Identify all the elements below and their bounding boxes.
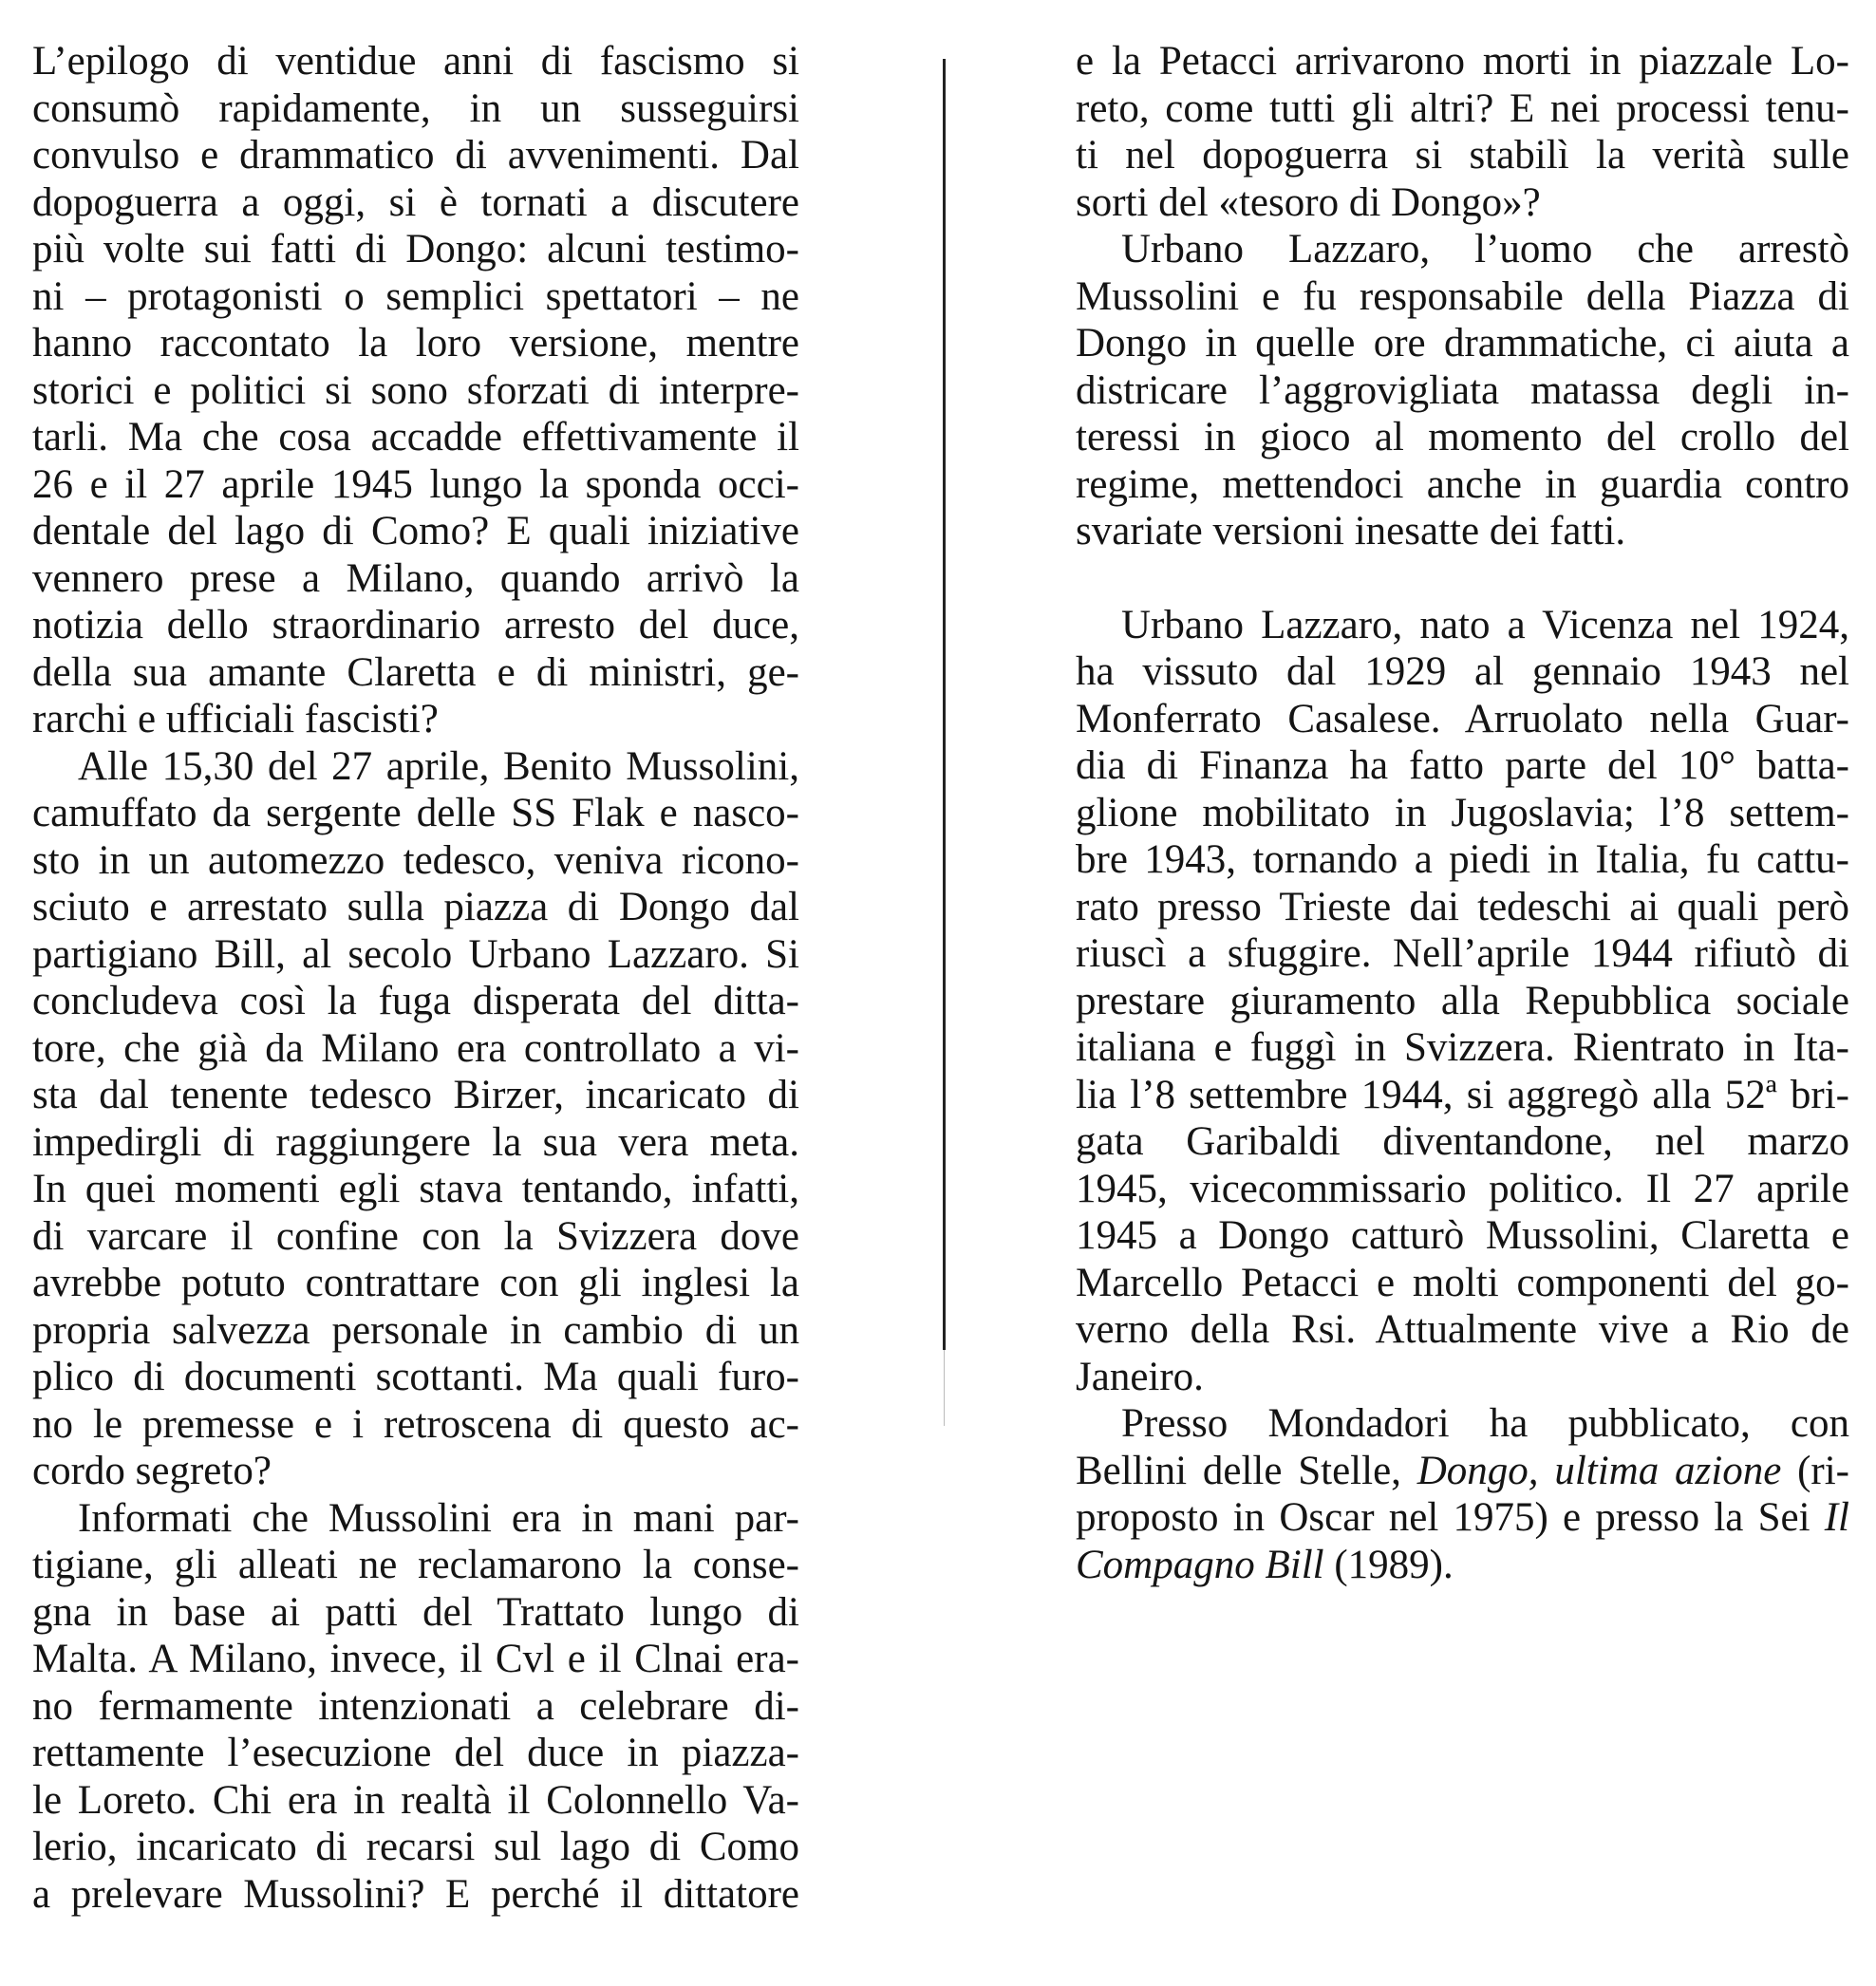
text-line: dopoguerra a oggi, si è tornati a discutere	[32, 179, 799, 225]
text-line: Dongo in quelle ore drammatiche, ci aiuta a	[1076, 321, 1849, 365]
publications-line-2	[1076, 1448, 1849, 1495]
publications-text: proposto in Oscar nel 1975) e presso la Sei	[1076, 1495, 1825, 1540]
text-line: consumò rapidamente, in un susseguirsi	[32, 85, 799, 131]
text-line: bre 1943, tornando a piedi in Italia, fu cattu-	[1076, 837, 1849, 882]
text-line: avrebbe potuto contrattare con gli inglesi la	[32, 1261, 799, 1305]
text-line: Janeiro.	[1076, 1354, 1204, 1399]
text-line: propria salvezza personale in cambio di un	[32, 1307, 799, 1353]
text-line: riuscì a sfuggire. Nell’aprile 1944 rifiutò di	[1076, 931, 1849, 976]
text-line: cordo segreto?	[32, 1449, 272, 1493]
text-line: 26 e il 27 aprile 1945 lungo la sponda occi-	[32, 461, 799, 507]
paragraph-bio	[1076, 602, 1849, 1401]
text-line: Urbano Lazzaro, l’uomo che arrestò	[1121, 227, 1849, 272]
text-line: sorti del «tesoro di Dongo»?	[1076, 179, 1541, 225]
paragraph-lazzaro	[1076, 226, 1849, 555]
text-line: Alle 15,30 del 27 aprile, Benito Mussolini,	[78, 743, 799, 789]
text-line: reto, come tutti gli altri? E nei processi tenu-	[1076, 85, 1849, 131]
text-line: sciuto e arrestato sulla piazza di Dongo dal	[32, 885, 799, 929]
paragraph-publications	[1076, 1400, 1849, 1588]
section-gap	[1076, 555, 1849, 602]
text-line: prestare giuramento alla Repubblica sociale	[1076, 978, 1849, 1023]
column-divider-faint	[944, 1350, 945, 1426]
text-line: vennero prese a Milano, quando arrivò la	[32, 555, 799, 601]
text-line: Urbano Lazzaro, nato a Vicenza nel 1924,	[1121, 602, 1849, 647]
text-line: svariate versioni inesatte dei fatti.	[1076, 509, 1626, 553]
text-line: convulso e drammatico di avvenimenti. Dal	[32, 133, 799, 178]
text-line: hanno raccontato la loro versione, mentre	[32, 321, 799, 365]
book-title-compagno-start: Il	[1824, 1495, 1849, 1540]
text-line: dentale del lago di Como? E quali iniziative	[32, 509, 799, 553]
text-line: teressi in gioco al momento del crollo del	[1076, 415, 1849, 459]
text-line: ni – protagonisti o semplici spettatori – ne	[32, 273, 799, 319]
text-line: di varcare il confine con la Svizzera dove	[32, 1213, 799, 1259]
text-line: rarchi e ufficiali fascisti?	[32, 697, 439, 741]
text-line: Mussolini e fu responsabile della Piazza di	[1076, 273, 1849, 319]
text-line: impedirgli di raggiungere la sua vera meta.	[32, 1119, 799, 1165]
paragraph-arrest	[32, 743, 799, 1495]
right-column	[1076, 38, 1849, 1588]
text-line: no fermamente intenzionati a celebrare di-	[32, 1683, 799, 1729]
text-line: concludeva così la fuga disperata del ditta-	[32, 979, 799, 1023]
text-line: regime, mettendoci anche in guardia contro	[1076, 461, 1849, 507]
text-line: districare l’aggrovigliata matassa degli in-	[1076, 367, 1849, 413]
publications-line-3	[1076, 1494, 1849, 1542]
text-line: sto in un automezzo tedesco, veniva ricono-	[32, 837, 799, 883]
text-line: tore, che già da Milano era controllato a vi-	[32, 1025, 799, 1071]
paragraph-continuation	[1076, 38, 1849, 226]
text-line: 1945 a Dongo catturò Mussolini, Claretta e	[1076, 1213, 1849, 1258]
publications-line-4	[1076, 1542, 1849, 1589]
text-line: e la Petacci arrivarono morti in piazzale Lo-	[1076, 39, 1849, 84]
text-line: glione mobilitato in Jugoslavia; l’8 settem-	[1076, 790, 1849, 835]
text-line: In quei momenti egli stava tentando, infatti,	[32, 1167, 799, 1211]
text-line: Informati che Mussolini era in mani par-	[78, 1495, 799, 1541]
text-line: camuffato da sergente delle SS Flak e nasco-	[32, 791, 799, 835]
text-line: Monferrato Casalese. Arruolato nella Guar-	[1076, 696, 1849, 741]
text-line: tigiane, gli alleati ne reclamarono la conse-	[32, 1543, 799, 1587]
text-line: tarli. Ma che cosa accadde effettivamente il	[32, 415, 799, 459]
paragraph-allies	[32, 1495, 799, 1919]
text-line: verno della Rsi. Attualmente vive a Rio de	[1076, 1307, 1849, 1352]
text-line: più volte sui fatti di Dongo: alcuni testimo-	[32, 227, 799, 272]
text-line: a prelevare Mussolini? E perché il dittatore	[32, 1871, 799, 1917]
text-line: italiana e fuggì in Svizzera. Rientrato in Ita-	[1076, 1025, 1849, 1070]
text-line: lia l’8 settembre 1944, si aggregò alla 52ª bri-	[1076, 1072, 1849, 1117]
text-line: ha vissuto dal 1929 al gennaio 1943 nel	[1076, 649, 1849, 694]
text-line: plico di documenti scottanti. Ma quali furo-	[32, 1355, 799, 1399]
column-divider-rule	[943, 59, 946, 1350]
text-line: L’epilogo di ventidue anni di fascismo si	[32, 39, 799, 84]
text-line: Marcello Petacci e molti componenti del go-	[1076, 1260, 1849, 1305]
book-title-dongo: Dongo, ultima azione	[1416, 1448, 1782, 1493]
text-line: 1945, vicecommissario politico. Il 27 aprile	[1076, 1166, 1849, 1211]
text-line: storici e politici si sono sforzati di interpre-	[32, 367, 799, 413]
text-line: Malta. A Milano, invece, il Cvl e il Clnai era-	[32, 1637, 799, 1681]
publications-text: (ri-	[1781, 1448, 1850, 1493]
text-line: sta dal tenente tedesco Birzer, incaricato di	[32, 1073, 799, 1117]
text-line: dia di Finanza ha fatto parte del 10° batta-	[1076, 743, 1849, 788]
text-line: le Loreto. Chi era in realtà il Colonnello Va-	[32, 1777, 799, 1823]
text-line: gna in base ai patti del Trattato lungo di	[32, 1589, 799, 1635]
paragraph-intro	[32, 38, 799, 743]
text-line: notizia dello straordinario arresto del duce,	[32, 603, 799, 647]
text-line: gata Garibaldi diventandone, nel marzo	[1076, 1119, 1849, 1164]
left-column	[32, 38, 799, 1918]
book-title-compagno-end: Compagno Bill	[1076, 1542, 1324, 1587]
text-line: lerio, incaricato di recarsi sul lago di Como	[32, 1825, 799, 1869]
text-line: della sua amante Claretta e di ministri, ge-	[32, 649, 799, 695]
text-line: ti nel dopoguerra si stabilì la verità sulle	[1076, 133, 1849, 178]
text-line: rettamente l’esecuzione del duce in piazza-	[32, 1731, 799, 1775]
publications-text: (1989).	[1323, 1542, 1454, 1587]
publications-line-1: Presso Mondadori ha pubblicato, con	[1121, 1401, 1849, 1446]
text-line: partigiano Bill, al secolo Urbano Lazzaro. Si	[32, 931, 799, 977]
text-line: no le premesse e i retroscena di questo ac-	[32, 1401, 799, 1447]
text-line: rato presso Trieste dai tedeschi ai quali però	[1076, 884, 1849, 929]
publications-text: Bellini delle Stelle,	[1076, 1448, 1417, 1493]
